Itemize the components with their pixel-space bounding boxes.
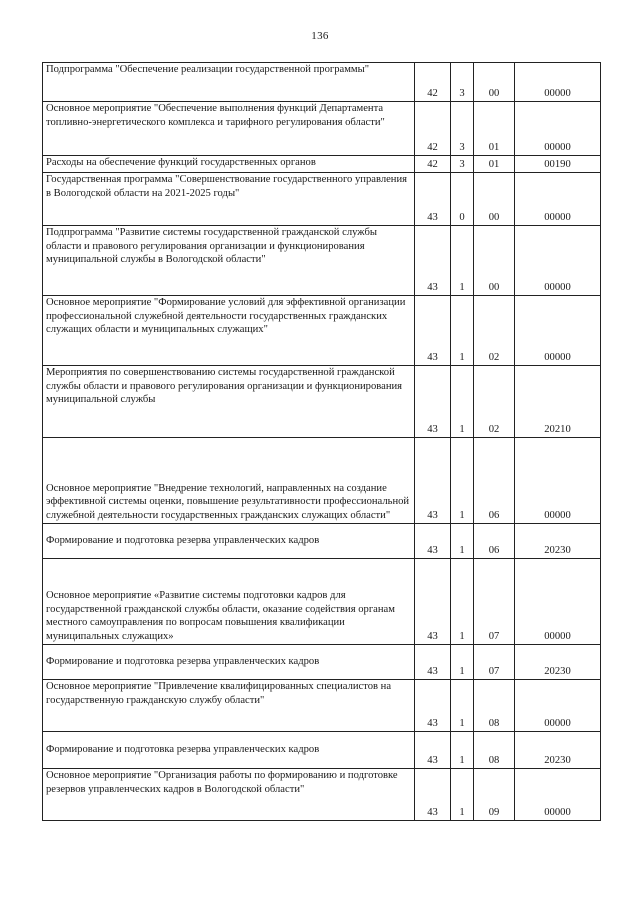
direction-code-cell: 20210 — [515, 366, 601, 438]
program-code-cell: 1 — [451, 680, 474, 732]
budget-classification-table — [42, 62, 601, 821]
subprogram-code-cell: 00 — [474, 173, 515, 226]
program-code-cell: 0 — [451, 173, 474, 226]
table-row — [43, 680, 601, 732]
program-code-cell: 3 — [451, 63, 474, 102]
grbs-code-cell: 43 — [415, 645, 451, 680]
table-row — [43, 173, 601, 226]
subprogram-code-cell: 01 — [474, 156, 515, 173]
grbs-code-cell: 43 — [415, 366, 451, 438]
direction-code-cell: 00190 — [515, 156, 601, 173]
grbs-code-cell: 43 — [415, 438, 451, 524]
direction-code-cell: 00000 — [515, 63, 601, 102]
row-name-cell: Основное мероприятие "Внедрение технологий, направленных на создание эффективной системы оценки, повышение результативности профессиональной служебной деятельности государственных гражданских служащих области" — [43, 438, 415, 524]
row-name-cell: Основное мероприятие "Обеспечение выполнения функций Департамента топливно-энергетического комплекса и тарифного регулирования области" — [43, 102, 415, 156]
direction-code-cell: 00000 — [515, 438, 601, 524]
table-row — [43, 769, 601, 821]
direction-code-cell: 00000 — [515, 559, 601, 645]
grbs-code-cell: 43 — [415, 173, 451, 226]
page-number: 136 — [311, 30, 329, 42]
row-name-cell: Мероприятия по совершенствованию системы государственной гражданской службы области и правового регулирования организации и функционирования муниципальной службы — [43, 366, 415, 438]
subprogram-code-cell: 09 — [474, 769, 515, 821]
program-code-cell: 1 — [451, 438, 474, 524]
program-code-cell: 1 — [451, 366, 474, 438]
row-name-cell: Подпрограмма "Развитие системы государственной гражданской службы области и правового регулирования организации и функционирования муниципальной службы в Вологодской области" — [43, 226, 415, 296]
direction-code-cell: 20230 — [515, 524, 601, 559]
subprogram-code-cell: 00 — [474, 63, 515, 102]
subprogram-code-cell: 02 — [474, 366, 515, 438]
table-row — [43, 63, 601, 102]
direction-code-cell: 00000 — [515, 226, 601, 296]
row-name-cell: Основное мероприятие "Формирование условий для эффективной организации профессиональной служебной деятельности государственных гражданских служащих области и муниципальных служащих" — [43, 296, 415, 366]
row-name-cell: Основное мероприятие "Привлечение квалифицированных специалистов на государственную гражданскую службу области" — [43, 680, 415, 732]
table-row — [43, 732, 601, 769]
subprogram-code-cell: 00 — [474, 226, 515, 296]
direction-code-cell: 00000 — [515, 680, 601, 732]
table-row — [43, 559, 601, 645]
direction-code-cell: 20230 — [515, 732, 601, 769]
grbs-code-cell: 43 — [415, 226, 451, 296]
grbs-code-cell: 42 — [415, 102, 451, 156]
program-code-cell: 1 — [451, 732, 474, 769]
grbs-code-cell: 43 — [415, 296, 451, 366]
row-name-cell: Расходы на обеспечение функций государственных органов — [43, 156, 415, 173]
grbs-code-cell: 42 — [415, 63, 451, 102]
program-code-cell: 1 — [451, 296, 474, 366]
direction-code-cell: 00000 — [515, 769, 601, 821]
table-row — [43, 296, 601, 366]
program-code-cell: 3 — [451, 156, 474, 173]
row-name-cell: Государственная программа "Совершенствование государственного управления в Вологодской области на 2021-2025 годы" — [43, 173, 415, 226]
program-code-cell: 1 — [451, 559, 474, 645]
grbs-code-cell: 43 — [415, 732, 451, 769]
subprogram-code-cell: 02 — [474, 296, 515, 366]
subprogram-code-cell: 06 — [474, 524, 515, 559]
direction-code-cell: 20230 — [515, 645, 601, 680]
subprogram-code-cell: 07 — [474, 645, 515, 680]
subprogram-code-cell: 01 — [474, 102, 515, 156]
subprogram-code-cell: 06 — [474, 438, 515, 524]
table-row — [43, 438, 601, 524]
table-row — [43, 645, 601, 680]
table-row — [43, 102, 601, 156]
program-code-cell: 1 — [451, 769, 474, 821]
subprogram-code-cell: 07 — [474, 559, 515, 645]
row-name-cell: Подпрограмма "Обеспечение реализации государственной программы" — [43, 63, 415, 102]
table-row — [43, 156, 601, 173]
program-code-cell: 1 — [451, 226, 474, 296]
table-row — [43, 366, 601, 438]
direction-code-cell: 00000 — [515, 296, 601, 366]
row-name-cell: Формирование и подготовка резерва управленческих кадров — [43, 645, 415, 680]
row-name-cell: Формирование и подготовка резерва управленческих кадров — [43, 732, 415, 769]
direction-code-cell: 00000 — [515, 173, 601, 226]
subprogram-code-cell: 08 — [474, 680, 515, 732]
program-code-cell: 3 — [451, 102, 474, 156]
direction-code-cell: 00000 — [515, 102, 601, 156]
table-row — [43, 226, 601, 296]
program-code-cell: 1 — [451, 524, 474, 559]
grbs-code-cell: 43 — [415, 524, 451, 559]
grbs-code-cell: 42 — [415, 156, 451, 173]
table-row — [43, 524, 601, 559]
grbs-code-cell: 43 — [415, 559, 451, 645]
grbs-code-cell: 43 — [415, 680, 451, 732]
grbs-code-cell: 43 — [415, 769, 451, 821]
row-name-cell: Формирование и подготовка резерва управленческих кадров — [43, 524, 415, 559]
program-code-cell: 1 — [451, 645, 474, 680]
row-name-cell: Основное мероприятие «Развитие системы подготовки кадров для государственной гражданской службы области, оказание содействия органам местного самоуправления по вопросам повышения квалификации муниципальных служащих» — [43, 559, 415, 645]
subprogram-code-cell: 08 — [474, 732, 515, 769]
row-name-cell: Основное мероприятие "Организация работы по формированию и подготовке резервов управленческих кадров в Вологодской области" — [43, 769, 415, 821]
